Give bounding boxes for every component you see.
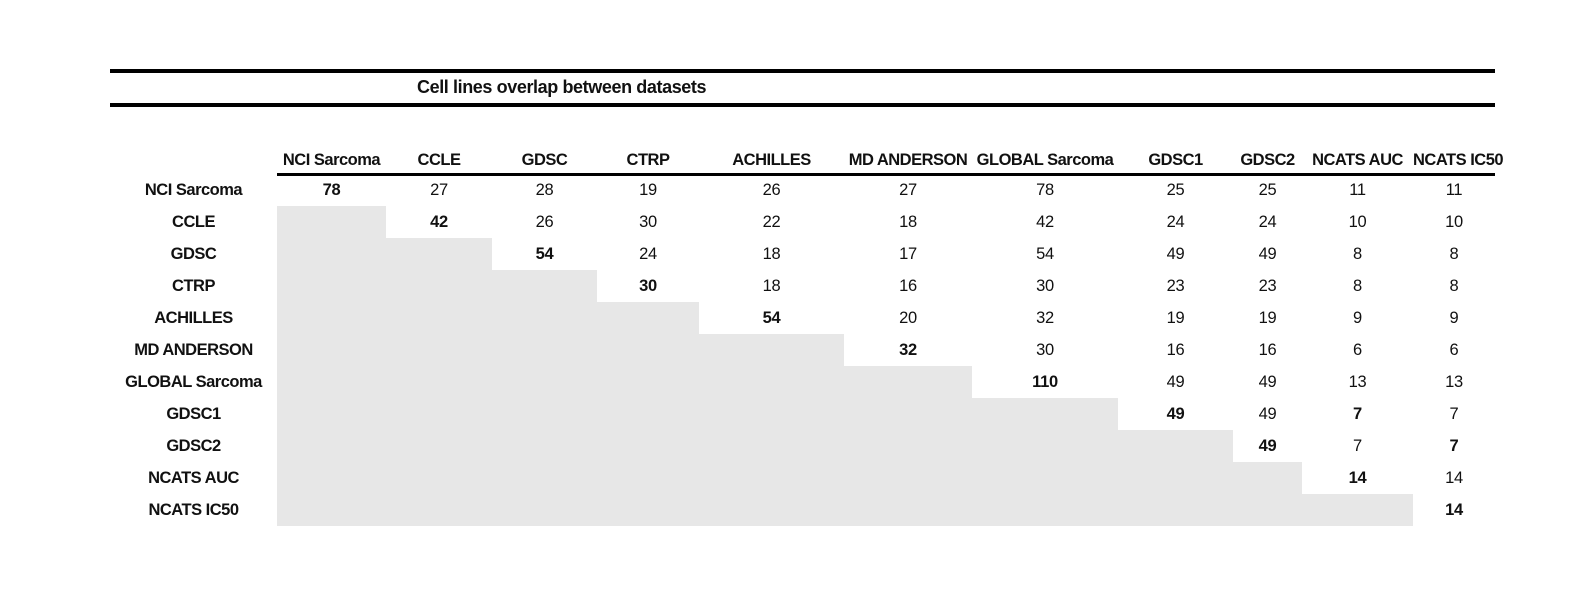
shaded-cell [277, 494, 386, 526]
matrix-cell: 13 [1445, 372, 1463, 391]
shaded-cell [597, 302, 699, 334]
table-row [110, 366, 1495, 398]
matrix-cell: 8 [1449, 244, 1459, 263]
matrix-cell: 16 [899, 276, 917, 295]
matrix-cell: 25 [1258, 181, 1277, 200]
matrix-cell: 17 [899, 244, 917, 263]
row-label: NCATS IC50 [148, 500, 239, 519]
matrix-cell: 11 [1349, 181, 1366, 200]
matrix-cell: 20 [899, 308, 917, 327]
shaded-cell [1233, 494, 1302, 526]
column-header: GLOBAL Sarcoma [972, 140, 1118, 174]
matrix-cell: 49 [1258, 244, 1277, 263]
shaded-cell [386, 398, 492, 430]
row-label: MD ANDERSON [134, 340, 253, 359]
shaded-cell [492, 334, 597, 366]
matrix-cell: 32 [1036, 308, 1054, 327]
matrix-cell: 9 [1449, 308, 1459, 327]
matrix-cell: 10 [1348, 212, 1367, 231]
matrix-cell: 78 [322, 181, 341, 200]
row-label: CTRP [172, 276, 215, 295]
shaded-cell [844, 494, 972, 526]
matrix-cell: 49 [1166, 404, 1185, 423]
shaded-cell [277, 366, 386, 398]
column-header: MD ANDERSON [844, 140, 972, 174]
matrix-cell: 16 [1258, 340, 1277, 359]
matrix-cell: 18 [762, 244, 781, 263]
matrix-cell: 54 [762, 308, 781, 327]
matrix-cell: 23 [1258, 276, 1277, 295]
shaded-cell [492, 398, 597, 430]
shaded-cell [277, 302, 386, 334]
matrix-cell: 18 [899, 212, 917, 231]
corner-cell [110, 140, 277, 174]
matrix-cell: 9 [1353, 308, 1362, 327]
shaded-cell [492, 430, 597, 462]
column-header: NCATS AUC [1302, 140, 1413, 174]
shaded-cell [386, 334, 492, 366]
table-row [110, 398, 1495, 430]
shaded-cell [386, 366, 492, 398]
shaded-cell [699, 494, 844, 526]
shaded-cell [844, 366, 972, 398]
shaded-cell [277, 334, 386, 366]
row-label: NCI Sarcoma [144, 180, 243, 199]
column-header: NCATS IC50 [1413, 140, 1495, 174]
matrix-cell: 7 [1449, 436, 1459, 455]
shaded-cell [492, 462, 597, 494]
matrix-cell: 54 [1036, 244, 1054, 263]
shaded-cell [699, 398, 844, 430]
column-header: GDSC1 [1118, 140, 1233, 174]
column-header: NCI Sarcoma [277, 140, 386, 174]
matrix-cell: 54 [535, 244, 554, 263]
matrix-cell: 19 [1166, 308, 1185, 327]
title-bottom-rule [110, 103, 1495, 107]
shaded-cell [277, 206, 386, 238]
shaded-cell [492, 366, 597, 398]
table-body [110, 174, 1495, 526]
shaded-cell [597, 430, 699, 462]
matrix-cell: 6 [1449, 340, 1459, 359]
shaded-cell [386, 270, 492, 302]
shaded-cell [844, 430, 972, 462]
table-row [110, 174, 1495, 206]
matrix-cell: 110 [1032, 372, 1058, 391]
shaded-cell [699, 462, 844, 494]
table-row [110, 494, 1495, 526]
table-row [110, 302, 1495, 334]
header-row [110, 140, 1495, 174]
matrix-cell: 7 [1449, 404, 1459, 423]
row-label: NCATS AUC [148, 468, 239, 487]
shaded-cell [597, 366, 699, 398]
matrix-cell: 27 [430, 181, 448, 200]
shaded-cell [972, 398, 1118, 430]
matrix-cell: 23 [1166, 276, 1185, 295]
shaded-cell [492, 270, 597, 302]
matrix-cell: 19 [639, 181, 657, 200]
shaded-cell [386, 302, 492, 334]
column-header: CCLE [386, 140, 492, 174]
column-header: GDSC [492, 140, 597, 174]
shaded-cell [844, 462, 972, 494]
row-label: GDSC2 [166, 436, 221, 455]
matrix-cell: 24 [1258, 212, 1277, 231]
matrix-cell: 49 [1258, 404, 1277, 423]
matrix-cell: 8 [1449, 276, 1459, 295]
matrix-cell: 27 [899, 181, 917, 200]
shaded-cell [972, 430, 1118, 462]
shaded-cell [277, 398, 386, 430]
shaded-cell [1118, 430, 1233, 462]
shaded-cell [699, 366, 844, 398]
shaded-cell [492, 494, 597, 526]
shaded-cell [597, 334, 699, 366]
table-header [110, 140, 1504, 174]
matrix-cell: 13 [1348, 372, 1367, 391]
matrix-cell: 30 [1036, 276, 1054, 295]
shaded-cell [1118, 462, 1233, 494]
shaded-cell [1233, 462, 1302, 494]
shaded-cell [1118, 494, 1233, 526]
matrix-cell: 7 [1353, 404, 1362, 423]
column-header: GDSC2 [1233, 140, 1302, 174]
matrix-cell: 22 [762, 212, 781, 231]
matrix-cell: 8 [1353, 276, 1362, 295]
matrix-cell: 16 [1166, 340, 1185, 359]
matrix-cell: 11 [1445, 181, 1463, 200]
shaded-cell [972, 462, 1118, 494]
table-row [110, 270, 1495, 302]
matrix-cell: 18 [762, 276, 781, 295]
table-row [110, 238, 1495, 270]
shaded-cell [386, 462, 492, 494]
shaded-cell [972, 494, 1118, 526]
matrix-cell: 26 [535, 212, 554, 231]
shaded-cell [277, 462, 386, 494]
shaded-cell [386, 238, 492, 270]
row-label: ACHILLES [154, 308, 233, 327]
matrix-cell: 8 [1353, 244, 1362, 263]
matrix-cell: 30 [639, 212, 657, 231]
shaded-cell [386, 430, 492, 462]
matrix-cell: 6 [1353, 340, 1362, 359]
shaded-cell [844, 398, 972, 430]
matrix-cell: 30 [1036, 340, 1054, 359]
matrix-cell: 49 [1258, 436, 1277, 455]
matrix-cell: 7 [1353, 436, 1362, 455]
matrix-cell: 14 [1348, 468, 1367, 487]
shaded-cell [386, 494, 492, 526]
shaded-cell [699, 430, 844, 462]
shaded-cell [597, 462, 699, 494]
shaded-cell [492, 302, 597, 334]
matrix-cell: 49 [1166, 372, 1185, 391]
matrix-cell: 49 [1166, 244, 1185, 263]
matrix-cell: 14 [1445, 500, 1463, 519]
table-row [110, 206, 1495, 238]
matrix-cell: 42 [430, 212, 448, 231]
row-label: GLOBAL Sarcoma [125, 372, 262, 391]
row-label: GDSC [170, 244, 217, 263]
matrix-cell: 25 [1166, 181, 1185, 200]
matrix-cell: 26 [762, 181, 781, 200]
table-title: Cell lines overlap between datasets [417, 77, 707, 97]
matrix-cell: 14 [1445, 468, 1463, 487]
table-row [110, 334, 1495, 366]
shaded-cell [277, 270, 386, 302]
row-label: CCLE [172, 212, 215, 231]
column-header: CTRP [597, 140, 699, 174]
matrix-cell: 24 [1166, 212, 1185, 231]
table-row [110, 430, 1495, 462]
matrix-cell: 42 [1036, 212, 1054, 231]
matrix-cell: 78 [1036, 181, 1054, 200]
table-row [110, 462, 1495, 494]
matrix-cell: 24 [639, 244, 657, 263]
row-label: GDSC1 [166, 404, 221, 423]
matrix-cell: 19 [1258, 308, 1277, 327]
shaded-cell [597, 494, 699, 526]
shaded-cell [277, 430, 386, 462]
shaded-cell [277, 238, 386, 270]
matrix-cell: 49 [1258, 372, 1277, 391]
matrix-cell: 28 [535, 181, 554, 200]
matrix-cell: 32 [899, 340, 917, 359]
overlap-matrix-table [110, 140, 1504, 526]
column-header: ACHILLES [699, 140, 844, 174]
top-rule [110, 69, 1495, 73]
matrix-cell: 10 [1445, 212, 1463, 231]
shaded-cell [1302, 494, 1413, 526]
matrix-cell: 30 [639, 276, 657, 295]
shaded-cell [699, 334, 844, 366]
shaded-cell [597, 398, 699, 430]
